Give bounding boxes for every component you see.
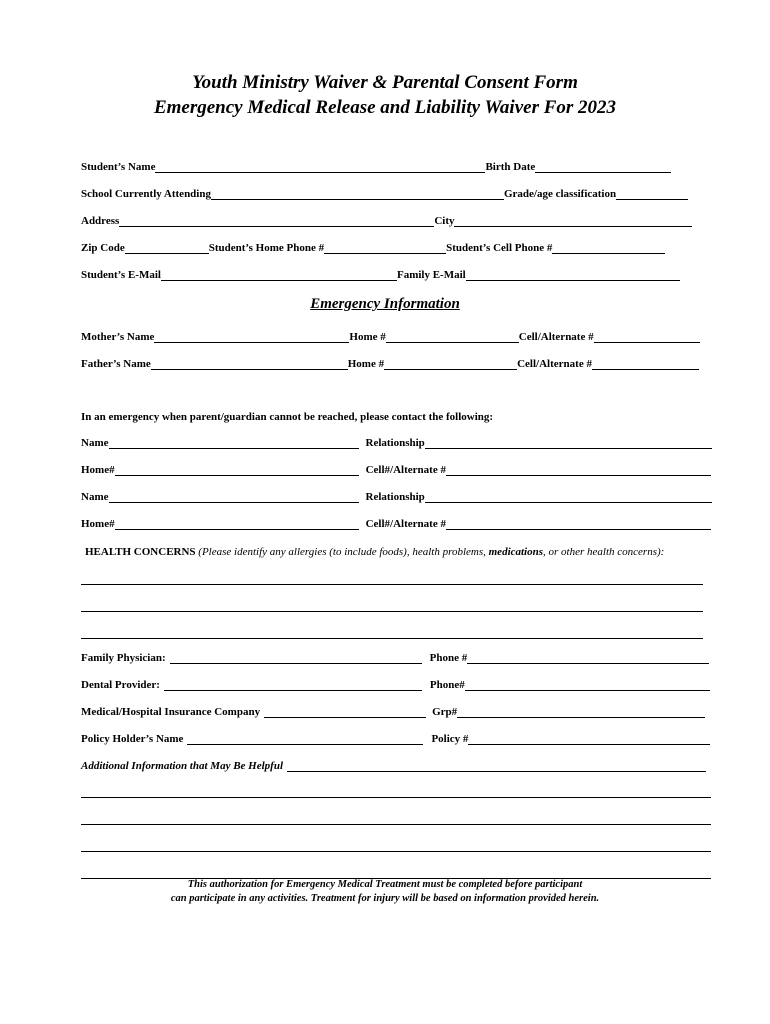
additional-line-1[interactable] xyxy=(81,796,711,798)
health-line-2[interactable] xyxy=(81,610,703,612)
emergency-instruction: In an emergency when parent/guardian cannot be reached, please contact the following: xyxy=(81,411,494,423)
father-home-label: Home # xyxy=(347,358,385,370)
contact2-relationship-field[interactable] xyxy=(425,490,712,503)
additional-info-field[interactable] xyxy=(287,759,706,772)
additional-line-3[interactable] xyxy=(81,850,711,852)
policy-holder-label: Policy Holder’s Name xyxy=(81,733,184,745)
physician-field[interactable] xyxy=(170,651,422,664)
contact1-cell-field[interactable] xyxy=(446,463,711,476)
father-name-label: Father’s Name xyxy=(81,358,151,370)
footer-line-2: can participate in any activities. Treatment for injury will be based on information provided herein. xyxy=(170,893,600,904)
grade-label: Grade/age classification xyxy=(503,188,617,200)
contact1-name-field[interactable] xyxy=(109,436,359,449)
dental-label: Dental Provider: xyxy=(81,679,160,691)
footer-line-1: This authorization for Emergency Medical Treatment must be completed before participant xyxy=(187,879,583,890)
contact2-home-label: Home# xyxy=(81,518,115,530)
address-field[interactable] xyxy=(119,214,434,227)
father-home-field[interactable] xyxy=(384,357,517,370)
insurance-label: Medical/Hospital Insurance Company xyxy=(81,706,261,718)
student-email-field[interactable] xyxy=(161,268,397,281)
cell-phone-label: Student’s Cell Phone # xyxy=(446,242,553,254)
grp-label: Grp# xyxy=(432,706,458,718)
contact2-cell-label: Cell#/Alternate # xyxy=(365,518,446,530)
father-row xyxy=(81,357,699,370)
mother-cell-field[interactable] xyxy=(594,330,700,343)
mother-name-field[interactable] xyxy=(154,330,349,343)
policy-number-field[interactable] xyxy=(468,732,710,745)
contact2-phone-row xyxy=(81,517,711,530)
mother-home-field[interactable] xyxy=(386,330,519,343)
form-subtitle: Emergency Medical Release and Liability Waiver For 2023 xyxy=(153,97,617,118)
health-instruction-part2: , or other health concerns): xyxy=(543,546,665,558)
contact1-name-label: Name xyxy=(81,437,109,449)
health-concerns-label: HEALTH CONCERNS xyxy=(85,546,196,558)
zip-row xyxy=(81,241,665,254)
contact1-name-row xyxy=(81,436,712,449)
contact1-home-field[interactable] xyxy=(115,463,359,476)
physician-phone-field[interactable] xyxy=(467,651,709,664)
form-title: Youth Ministry Waiver & Parental Consent Form xyxy=(192,72,578,93)
policy-holder-field[interactable] xyxy=(187,732,423,745)
dental-phone-label: Phone# xyxy=(429,679,465,691)
grp-field[interactable] xyxy=(457,705,705,718)
mother-row xyxy=(81,330,700,343)
contact2-home-field[interactable] xyxy=(115,517,359,530)
health-line-3[interactable] xyxy=(81,637,703,639)
contact1-phone-row xyxy=(81,463,711,476)
insurance-field[interactable] xyxy=(264,705,426,718)
father-cell-label: Cell/Alternate # xyxy=(517,358,592,370)
cell-phone-field[interactable] xyxy=(552,241,665,254)
student-name-label: Student’s Name xyxy=(81,161,156,173)
insurance-row xyxy=(81,705,705,718)
contact2-relationship-label: Relationship xyxy=(365,491,425,503)
contact2-cell-field[interactable] xyxy=(446,517,711,530)
additional-row xyxy=(81,759,706,772)
physician-phone-label: Phone # xyxy=(429,652,468,664)
contact2-name-field[interactable] xyxy=(109,490,359,503)
mother-home-label: Home # xyxy=(349,331,386,343)
school-row xyxy=(81,187,688,200)
contact1-cell-label: Cell#/Alternate # xyxy=(365,464,446,476)
policy-row xyxy=(81,732,710,745)
student-name-row xyxy=(81,160,671,173)
contact2-name-label: Name xyxy=(81,491,109,503)
dental-field[interactable] xyxy=(164,678,422,691)
birth-date-field[interactable] xyxy=(535,160,671,173)
health-line-1[interactable] xyxy=(81,583,703,585)
health-instruction-bold: medications xyxy=(488,546,544,558)
address-label: Address xyxy=(81,215,120,227)
mother-name-label: Mother’s Name xyxy=(81,331,155,343)
additional-line-2[interactable] xyxy=(81,823,711,825)
zip-field[interactable] xyxy=(125,241,209,254)
birth-date-label: Birth Date xyxy=(485,161,536,173)
home-phone-field[interactable] xyxy=(324,241,446,254)
health-instruction-part1: (Please identify any allergies (to include foods), health problems, xyxy=(198,546,489,558)
dental-row xyxy=(81,678,710,691)
mother-cell-label: Cell/Alternate # xyxy=(518,331,594,343)
school-label: School Currently Attending xyxy=(81,188,211,200)
city-field[interactable] xyxy=(454,214,692,227)
contact1-relationship-field[interactable] xyxy=(425,436,712,449)
home-phone-label: Student’s Home Phone # xyxy=(208,242,325,254)
email-row xyxy=(81,268,680,281)
city-label: City xyxy=(434,215,455,227)
policy-number-label: Policy # xyxy=(431,733,469,745)
grade-field[interactable] xyxy=(616,187,688,200)
student-name-field[interactable] xyxy=(155,160,485,173)
school-field[interactable] xyxy=(211,187,504,200)
emergency-heading: Emergency Information xyxy=(310,296,460,312)
father-cell-field[interactable] xyxy=(592,357,699,370)
additional-info-label: Additional Information that May Be Helpful xyxy=(81,760,284,772)
contact2-name-row xyxy=(81,490,712,503)
contact1-home-label: Home# xyxy=(81,464,115,476)
family-email-field[interactable] xyxy=(466,268,680,281)
zip-label: Zip Code xyxy=(81,242,125,254)
physician-label: Family Physician: xyxy=(81,652,166,664)
family-email-label: Family E-Mail xyxy=(396,269,466,281)
physician-row xyxy=(81,651,709,664)
dental-phone-field[interactable] xyxy=(465,678,710,691)
health-concerns-row xyxy=(85,546,664,558)
father-name-field[interactable] xyxy=(151,357,348,370)
contact1-relationship-label: Relationship xyxy=(365,437,425,449)
address-row xyxy=(81,214,692,227)
student-email-label: Student’s E-Mail xyxy=(81,269,161,281)
